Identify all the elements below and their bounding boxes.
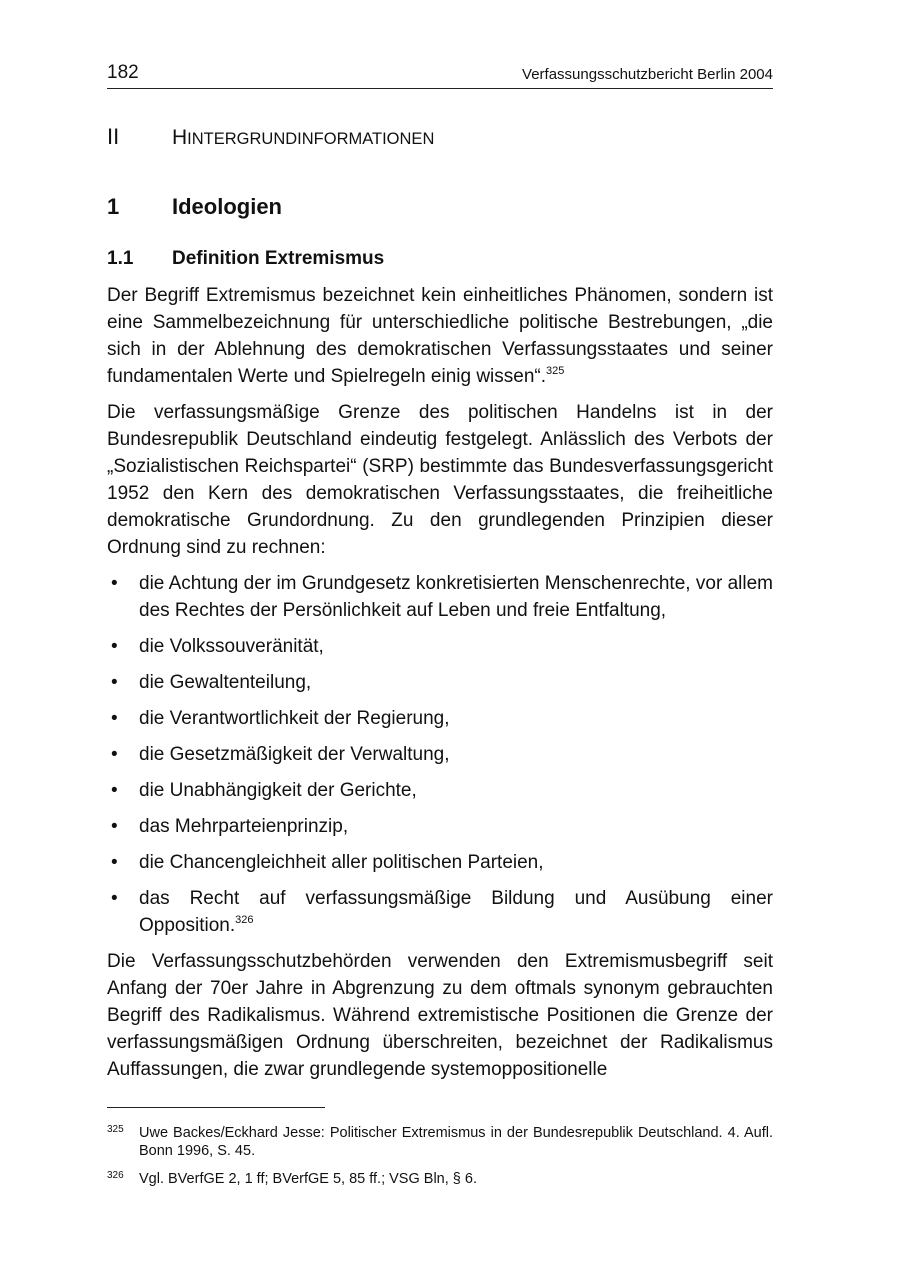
paragraph-text: Der Begriff Extremismus bezeichnet kein einheitliches Phänomen, sondern ist eine Sammelbezeichnung für unterschiedliche politische Bestrebungen, „die sich in der Ablehnung des demokratischen Verfassungsstaates und seiner fundamentalen Werte und Spielregeln einig wissen“. [107, 285, 773, 387]
part-title-rest: INTERGRUNDINFORMATIONEN [187, 130, 435, 148]
list-item [107, 741, 773, 768]
list-item-text: das Recht auf verfassungsmäßige Bildung und Ausübung einer Opposition. [139, 888, 773, 936]
list-item [107, 885, 773, 939]
footnote-text: Uwe Backes/Eckhard Jesse: Politischer Extremismus in der Bundesrepublik Deutschland. 4. Aufl. Bonn 1996, S. 45. [139, 1125, 773, 1159]
list-item [107, 669, 773, 696]
list-item [107, 570, 773, 624]
subsection-heading [107, 248, 384, 270]
list-item-text: die Chancengleichheit aller politischen Parteien, [139, 852, 544, 873]
list-item [107, 777, 773, 804]
subsection-number: 1.1 [107, 248, 134, 269]
list-item-text: die Gesetzmäßigkeit der Verwaltung, [139, 744, 450, 765]
footnotes [107, 1124, 773, 1198]
list-item-text: das Mehrparteienprinzip, [139, 816, 349, 837]
paragraph-definition [107, 282, 773, 390]
list-item [107, 633, 773, 660]
list-item-text: die Gewaltenteilung, [139, 672, 312, 693]
part-title-initial: H [172, 126, 188, 149]
footnote-text: Vgl. BVerfGE 2, 1 ff; BVerfGE 5, 85 ff.; VSG Bln, § 6. [139, 1171, 477, 1187]
paragraph-constitutional-limit [107, 399, 773, 561]
list-item-text: die Unabhängigkeit der Gerichte, [139, 780, 417, 801]
running-title: Verfassungsschutzbericht Berlin 2004 [522, 66, 773, 83]
list-item-text: die Volkssouveränität, [139, 636, 324, 657]
page-header [107, 62, 773, 89]
section-number: 1 [107, 194, 120, 219]
paragraph-radicalism: Die Verfassungsschutzbehörden verwenden den Extremismusbegriff seit Anfang der 70er Jahre in Abgrenzung zu dem oftmals synonym gebrauchten Begriff des Radikalismus. Während extremistische Positionen die Grenze der verfassungsmäßigen Ordnung überschreiten, bezeichnet der Radikalismus Auffassungen, die zwar grundlegende systemoppositionelle [107, 951, 773, 1080]
section-title: Ideologien [172, 194, 282, 219]
paragraph-text: Die verfassungsmäßige Grenze des politischen Handelns ist in der Bundesrepublik Deutschland eindeutig festgelegt. Anlässlich des Verbots der „Sozialistischen Reichspartei“ (SRP) bestimmte das Bundesverfassungsgericht 1952 den Kern des demokratischen Verfassungsstaates, die freiheitliche demokratische Grundordnung. Zu den grundlegenden Prinzipien dieser Ordnung sind zu rechnen: [107, 402, 773, 558]
footnote-reference[interactable]: 326 [235, 914, 254, 926]
part-title [172, 126, 434, 150]
list-item-text: die Achtung der im Grundgesetz konkretisierten Menschenrechte, vor allem des Rechtes der Persönlichkeit auf Leben und freie Entfaltung, [139, 573, 773, 621]
section-heading [107, 194, 282, 220]
footnote-number: 326 [107, 1170, 124, 1181]
list-item [107, 813, 773, 840]
part-number: II [107, 124, 120, 149]
list-item [107, 705, 773, 732]
list-item [107, 849, 773, 876]
footnote-reference[interactable]: 325 [546, 365, 565, 377]
list-item-text: die Verantwortlichkeit der Regierung, [139, 708, 450, 729]
page-number: 182 [107, 62, 139, 83]
footnote-number: 325 [107, 1124, 124, 1135]
principles-list [107, 570, 773, 939]
footnote-divider [107, 1107, 325, 1108]
body-text [107, 282, 773, 1092]
footnote [107, 1124, 773, 1160]
footnote [107, 1170, 773, 1188]
subsection-title: Definition Extremismus [172, 248, 385, 269]
